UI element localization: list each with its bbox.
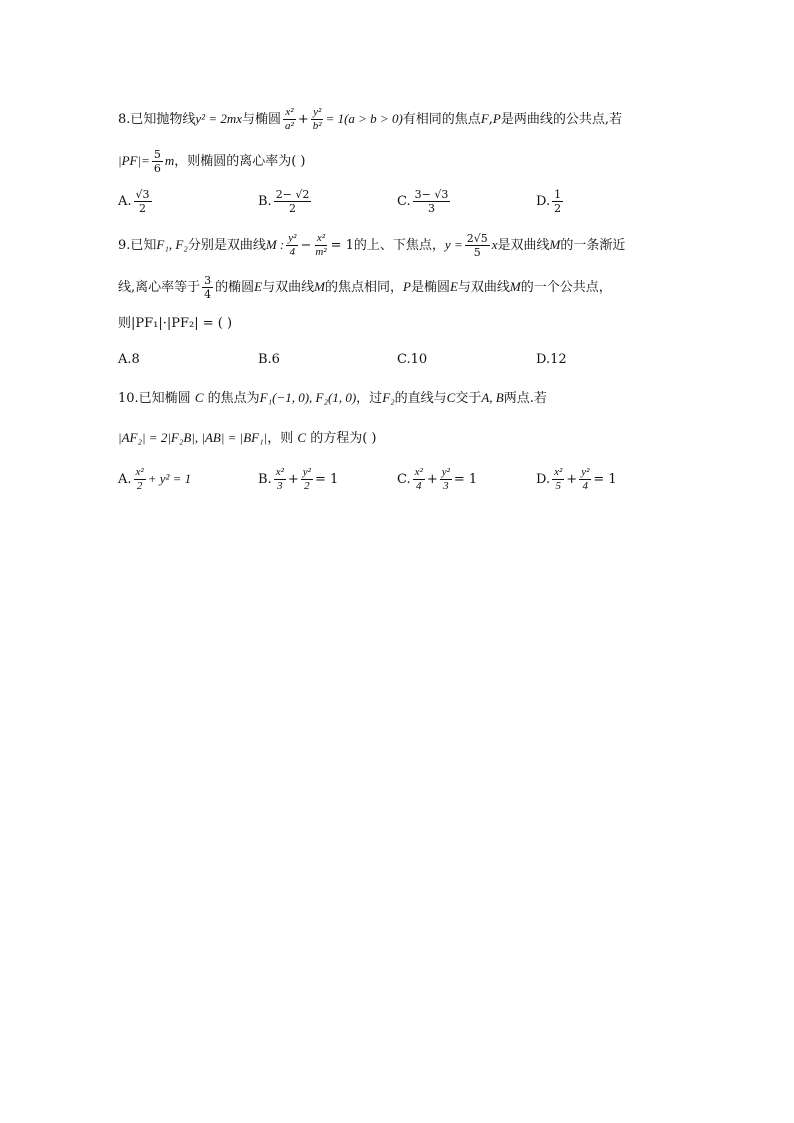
- q9-frac-asym: [465, 232, 490, 259]
- q9-text: 的上、下焦点，: [353, 238, 445, 253]
- frac-num: 3− √3: [414, 188, 449, 201]
- q9-E: E: [449, 279, 458, 294]
- option-frac: [134, 466, 146, 493]
- q8-comma: ,: [488, 112, 493, 127]
- q8-text: 有相同的焦点: [402, 112, 481, 127]
- q10-C: C: [297, 430, 307, 445]
- q9-frac-x: [313, 232, 328, 259]
- q9-text: 是双曲线: [497, 238, 550, 253]
- option-label: B.: [258, 472, 272, 487]
- question-10-line-2: [118, 428, 376, 449]
- q10-option-b[interactable]: [258, 466, 338, 493]
- q8-option-c[interactable]: [397, 188, 452, 215]
- option-label: A.: [118, 194, 132, 209]
- q10-text: ，则: [267, 431, 294, 446]
- frac-den: a²: [285, 120, 294, 132]
- question-10-line-1: [118, 388, 547, 409]
- q10-text: 的方程为( ): [310, 431, 377, 446]
- option-plus: +: [566, 472, 578, 487]
- frac-num: x²: [135, 466, 144, 478]
- q8-option-b[interactable]: [258, 188, 313, 215]
- q10-text: 交于: [455, 391, 482, 406]
- option-frac: [134, 188, 152, 215]
- q9-text: 的一条渐近: [560, 238, 626, 253]
- q8-F: F: [480, 111, 489, 126]
- frac-num: 3: [204, 274, 212, 287]
- q10-text: 的焦点为: [207, 391, 260, 406]
- q8-frac-y: [311, 106, 324, 133]
- q8-pf: |PF|=: [118, 153, 150, 168]
- q8-frac-x: [283, 106, 296, 133]
- q10-option-a[interactable]: [118, 466, 191, 493]
- q9-foci: F₁, F₂: [156, 237, 188, 252]
- frac-den: 4: [289, 246, 296, 258]
- frac-num: 2√5: [466, 232, 488, 245]
- frac-den: b²: [312, 120, 322, 132]
- question-9-line-1: 9.已知F₁, F₂分别是双曲线M : $\frac{\text{y²}}{4}$ − $\frac{\text{x²}}{\text{m²}}$ = 1的上、下焦点，y = $\frac{2√5}{5}$ x是双曲线M的一条渐近: [118, 232, 626, 259]
- q10-F2: F₂: [382, 390, 395, 405]
- q8-parabola: y² = 2mx: [195, 111, 243, 126]
- q9-option-a[interactable]: A.8: [118, 352, 140, 367]
- q8-option-a[interactable]: [118, 188, 154, 215]
- frac-num: x²: [316, 232, 326, 244]
- frac-den: 2: [136, 480, 143, 492]
- q9-text: 的椭圆: [215, 280, 255, 295]
- option-frac: [301, 466, 313, 493]
- option-frac: [579, 466, 591, 493]
- option-label: B.: [258, 194, 272, 209]
- q9-text: 则|PF₁|·|PF₂| = ( ): [118, 316, 233, 331]
- frac-num: x²: [275, 466, 284, 478]
- question-8-line-1: 8.已知抛物线y² = 2mx与椭圆 $\frac{\text{x²}}{\text{a²}}$ + $\frac{\text{y²}}{\text{b²}}$ = 1(a > b > 0)有相同的焦点F,P是两曲线的公共点,若: [118, 106, 622, 132]
- q10-C: C: [446, 390, 456, 405]
- q10-text: 的直线与: [394, 391, 447, 406]
- option-rest: = 1: [593, 472, 617, 487]
- q10-C: C: [194, 390, 204, 405]
- frac-num: y²: [313, 106, 322, 118]
- q10-AB: A, B: [481, 390, 504, 405]
- option-label: C.: [397, 472, 411, 487]
- frac-den: 4: [415, 480, 422, 492]
- q9-option-c[interactable]: C.10: [397, 352, 428, 367]
- q9-M: M: [509, 279, 521, 294]
- frac-den: 2: [554, 202, 562, 215]
- q10-text: ，过: [356, 391, 383, 406]
- q8-text: ，则椭圆的离心率为( ): [174, 154, 306, 169]
- option-rest: + y² = 1: [147, 471, 192, 486]
- frac-num: y²: [288, 232, 297, 244]
- frac-num: x²: [285, 106, 294, 118]
- option-frac: [413, 188, 451, 215]
- option-frac: [274, 188, 312, 215]
- q9-frac-e: [202, 274, 213, 301]
- frac-num: 5: [153, 148, 161, 161]
- q9-eq: = 1: [330, 238, 354, 253]
- q8-text: 是两曲线的公共点,若: [500, 112, 622, 127]
- frac-num: y²: [581, 466, 590, 478]
- frac-den: 6: [153, 162, 161, 175]
- frac-den: 2: [139, 202, 147, 215]
- question-9-line-3: [118, 314, 232, 334]
- frac-num: √3: [135, 188, 150, 201]
- option-rest: = 1: [453, 472, 478, 487]
- q9-text: 与双曲线: [457, 280, 510, 295]
- option-plus: +: [287, 472, 299, 487]
- option-frac: [440, 466, 452, 493]
- q9-x: x: [491, 237, 498, 252]
- q10-option-d[interactable]: [536, 466, 617, 493]
- q9-E: E: [254, 279, 263, 294]
- frac-den: 3: [427, 202, 435, 215]
- option-frac: [413, 466, 425, 493]
- q10-condition: |AF₂| = 2|F₂B|, |AB| = |BF₁|: [118, 430, 268, 445]
- q9-text: 分别是双曲线: [187, 238, 266, 253]
- q9-y-eq: y =: [444, 237, 463, 252]
- q8-text: 8.已知抛物线: [118, 112, 196, 127]
- q9-text: 线,离心率等于: [118, 280, 201, 295]
- q8-text: 与椭圆: [242, 112, 282, 127]
- frac-den: 5: [473, 246, 481, 259]
- frac-num: 1: [554, 188, 562, 201]
- q9-M: M :: [265, 237, 285, 252]
- q10-text: 10.已知椭圆: [118, 391, 191, 406]
- option-plus: +: [426, 472, 438, 487]
- option-label: A.: [118, 472, 132, 487]
- frac-den: 4: [582, 480, 589, 492]
- frac-den: m²: [315, 246, 327, 258]
- option-label: D.: [536, 472, 551, 487]
- frac-num: x²: [414, 466, 423, 478]
- q10-foci: F₁(−1, 0), F₂(1, 0): [259, 390, 357, 405]
- q8-P: P: [492, 111, 501, 126]
- frac-num: 2− √2: [275, 188, 310, 201]
- q9-M: M: [549, 237, 561, 252]
- q10-option-c[interactable]: [397, 466, 477, 493]
- q9-text: 与双曲线: [262, 280, 315, 295]
- q8-ellipse-cond: = 1(a > b > 0): [325, 111, 403, 126]
- option-frac: [552, 188, 563, 215]
- frac-den: 2: [289, 202, 297, 215]
- question-9-line-2: [118, 274, 612, 301]
- q9-text: 的焦点相同，: [324, 280, 403, 295]
- option-label: D.: [536, 194, 551, 209]
- q9-frac-y: [286, 232, 298, 259]
- option-frac: [274, 466, 286, 493]
- frac-den: 4: [204, 288, 212, 301]
- frac-den: 2: [304, 480, 310, 492]
- q9-text: 9.已知: [118, 238, 157, 253]
- q8-m: m: [164, 153, 175, 168]
- frac-num: y²: [302, 466, 311, 478]
- frac-den: 3: [443, 480, 449, 492]
- option-frac: [552, 466, 564, 493]
- q9-option-b[interactable]: B.6: [258, 352, 280, 367]
- q9-text: 是椭圆: [410, 280, 450, 295]
- q8-frac-56: [152, 148, 163, 175]
- q10-text: 两点.若: [503, 391, 547, 406]
- q9-option-d[interactable]: D.12: [536, 352, 567, 367]
- option-label: C.: [397, 194, 411, 209]
- frac-den: 5: [555, 480, 561, 492]
- frac-num: y²: [441, 466, 450, 478]
- question-8-line-2: [118, 148, 305, 175]
- q9-text: 的一个公共点，: [520, 280, 612, 295]
- q8-option-d[interactable]: [536, 188, 565, 215]
- frac-den: 3: [277, 480, 283, 492]
- frac-num: x²: [554, 466, 563, 478]
- q9-M: M: [314, 279, 325, 294]
- q9-P: P: [402, 279, 411, 294]
- option-rest: = 1: [314, 472, 339, 487]
